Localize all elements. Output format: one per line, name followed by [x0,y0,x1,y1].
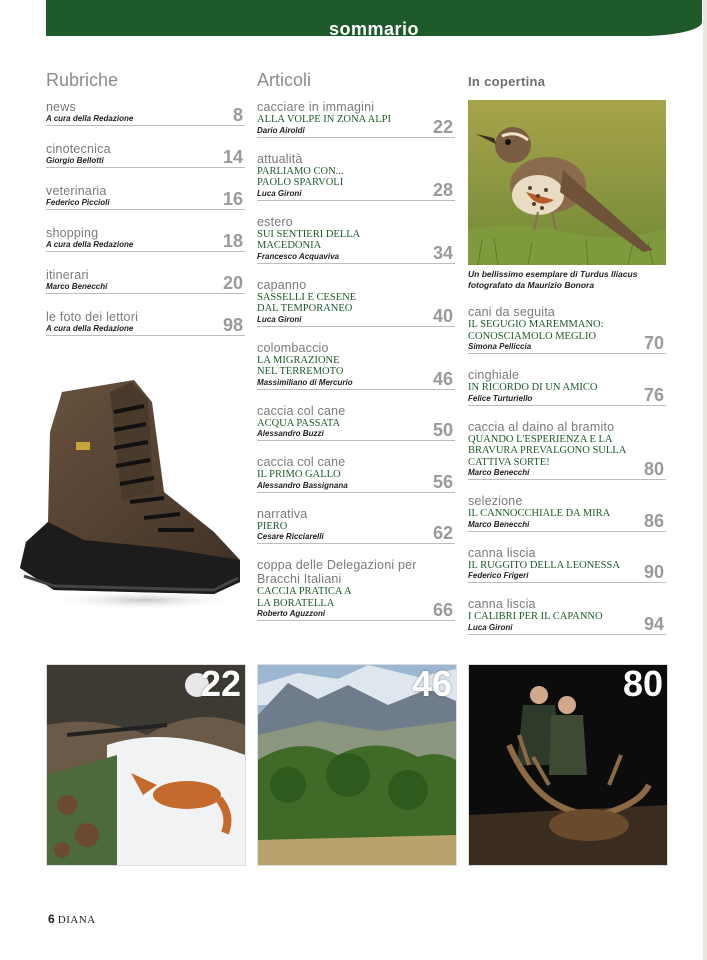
rubrica-author: Federico Piccioli [46,198,110,207]
rubrica-category: cinotecnica [46,142,111,156]
article-title: SASSELLI E CESENE DAL TEMPORANEO [257,291,357,314]
magazine-name: DIANA [57,914,96,926]
article-item[interactable] [468,368,666,406]
article-title: IL SEGUGIO MAREMMANO: CONOSCIAMOLO MEGLIO [468,319,604,342]
rubrica-item[interactable] [46,184,245,210]
article-title: I CALIBRI PER IL CAPANNO [468,611,603,622]
article-title: PARLIAMO CON... PAOLO SPARVOLI [257,165,344,188]
article-title: CACCIA PRATICA A LA BORATELLA [257,586,351,609]
article-author: Luca Gironi [257,314,302,324]
article-category: attualità [257,151,303,166]
article-author: Federico Frigeri [468,571,529,580]
article-item[interactable] [468,494,666,532]
rubrica-category: le foto dei lettori [46,310,139,324]
article-category: caccia col cane [257,455,346,469]
rubrica-item[interactable] [46,226,245,252]
article-page: 28 [432,179,453,200]
rubrica-category: news [46,100,76,114]
article-category: narrativa [257,506,308,521]
rubrica-page: 16 [222,189,243,209]
thumb-hunters-deer[interactable] [468,664,668,866]
rubrica-category: shopping [46,226,99,240]
rubrica-page: 18 [222,231,243,251]
thumb-page-number: 46 [411,664,452,704]
article-category: caccia al daino al bramito [468,419,615,434]
rubrica-author: A cura della Redazione [46,324,134,333]
header-banner [46,0,702,39]
rubrica-category: itinerari [46,268,89,282]
hunting-boot-image [14,372,246,612]
rubriche-column [46,70,245,352]
rubrica-author: Giorgio Bellotti [46,156,104,165]
page-footer [48,912,96,926]
thumb-mountain-landscape[interactable] [257,664,457,866]
article-item[interactable] [257,404,455,442]
article-category: canna liscia [468,597,536,611]
article-author: Marco Benecchi [468,519,530,529]
article-title: SUI SENTIERI DELLA MACEDONIA [257,228,360,251]
article-title: IL PRIMO GALLO [257,469,341,480]
article-item[interactable] [468,420,666,481]
article-title: IL CANNOCCHIALE DA MIRA [468,508,611,519]
article-item[interactable] [257,100,455,138]
article-category: coppa delle Delegazioni per Bracchi Italiani [257,558,417,586]
article-author: Alessandro Buzzi [257,429,324,438]
article-page: 34 [432,242,453,263]
articoli-column [257,70,455,635]
article-item[interactable] [257,507,455,545]
article-title: IL RUGGITO DELLA LEONESSA [468,559,620,571]
article-page: 46 [432,368,453,389]
article-category: cacciare in immagini [257,100,375,114]
folio-page-number: 6 [48,912,55,926]
article-author: Luca Gironi [257,188,302,198]
article-category: cinghiale [468,368,520,382]
article-item[interactable] [257,341,455,390]
article-category: cani da seguita [468,305,556,319]
article-page: 94 [643,613,664,634]
thumb-page-number: 22 [200,664,241,704]
article-author: Massimiliano di Mercurio [257,377,353,387]
rubrica-author: A cura della Redazione [46,240,134,249]
rubrica-page: 8 [232,105,243,125]
article-title: PIERO [257,520,288,532]
page-edge [703,0,707,960]
page-title: sommario [328,19,420,39]
article-title: ALLA VOLPE IN ZONA ALPI [257,114,391,125]
rubrica-category: veterinaria [46,184,107,198]
article-author: Francesco Acquaviva [257,251,339,261]
rubrica-item[interactable] [46,268,245,294]
article-page: 86 [643,510,664,531]
article-category: estero [257,214,293,229]
article-page: 90 [643,562,664,582]
rubrica-item[interactable] [46,100,245,126]
article-category: selezione [468,494,523,508]
article-title: LA MIGRAZIONE NEL TERREMOTO [257,354,344,377]
article-item[interactable] [257,278,455,327]
rubrica-author: A cura della Redazione [46,114,134,123]
article-author: Felice Turturiello [468,393,533,403]
cover-caption: Un bellissimo esemplare di Turdus Iliacus fotografato da Maurizio Bonora [468,269,638,290]
article-category: colombaccio [257,340,329,355]
article-page: 80 [643,459,664,479]
article-item[interactable] [468,597,666,635]
thumb-page-number: 80 [622,664,663,704]
article-title: IN RICORDO DI UN AMICO [468,382,598,393]
rubrica-page: 98 [222,315,243,335]
rubrica-page: 14 [222,147,243,167]
article-author: Cesare Ricciarelli [257,532,324,541]
article-page: 66 [432,600,453,620]
article-page: 22 [432,116,453,137]
article-page: 62 [432,523,453,543]
article-category: capanno [257,277,307,292]
article-title: ACQUA PASSATA [257,417,341,429]
article-author: Simona Pelliccia [468,342,532,351]
article-author: Dario Airoldi [257,125,305,135]
article-page: 56 [432,471,453,492]
article-item[interactable] [257,152,455,201]
rubriche-header: Rubriche [46,70,119,90]
article-author: Roberto Aguzzoni [257,609,326,618]
article-title: QUANDO L'ESPERIENZA E LA BRAVURA PREVALGONO SULLA CATTIVA SORTE! [468,433,626,468]
article-item[interactable] [257,455,455,493]
article-item[interactable] [257,215,455,264]
article-author: Luca Gironi [468,622,513,632]
rubrica-author: Marco Benecchi [46,282,108,291]
article-item[interactable] [468,305,666,354]
article-category: caccia col cane [257,403,346,418]
thumb-fox-snow[interactable] [46,664,246,866]
cover-bird-photo [468,100,666,265]
article-author: Alessandro Bassignana [257,480,348,490]
rubrica-item[interactable] [46,142,245,168]
copertina-column [468,74,666,649]
article-page: 76 [643,384,664,405]
article-page: 70 [643,333,664,353]
article-item[interactable] [468,546,666,584]
article-author: Marco Benecchi [468,468,530,477]
article-category: canna liscia [468,545,536,560]
article-page: 40 [432,305,453,326]
copertina-header: In copertina [468,74,546,89]
article-item[interactable] [257,558,455,621]
article-page: 50 [432,420,453,440]
rubrica-page: 20 [222,273,243,293]
articoli-header: Articoli [257,70,312,90]
rubrica-item[interactable] [46,310,245,336]
